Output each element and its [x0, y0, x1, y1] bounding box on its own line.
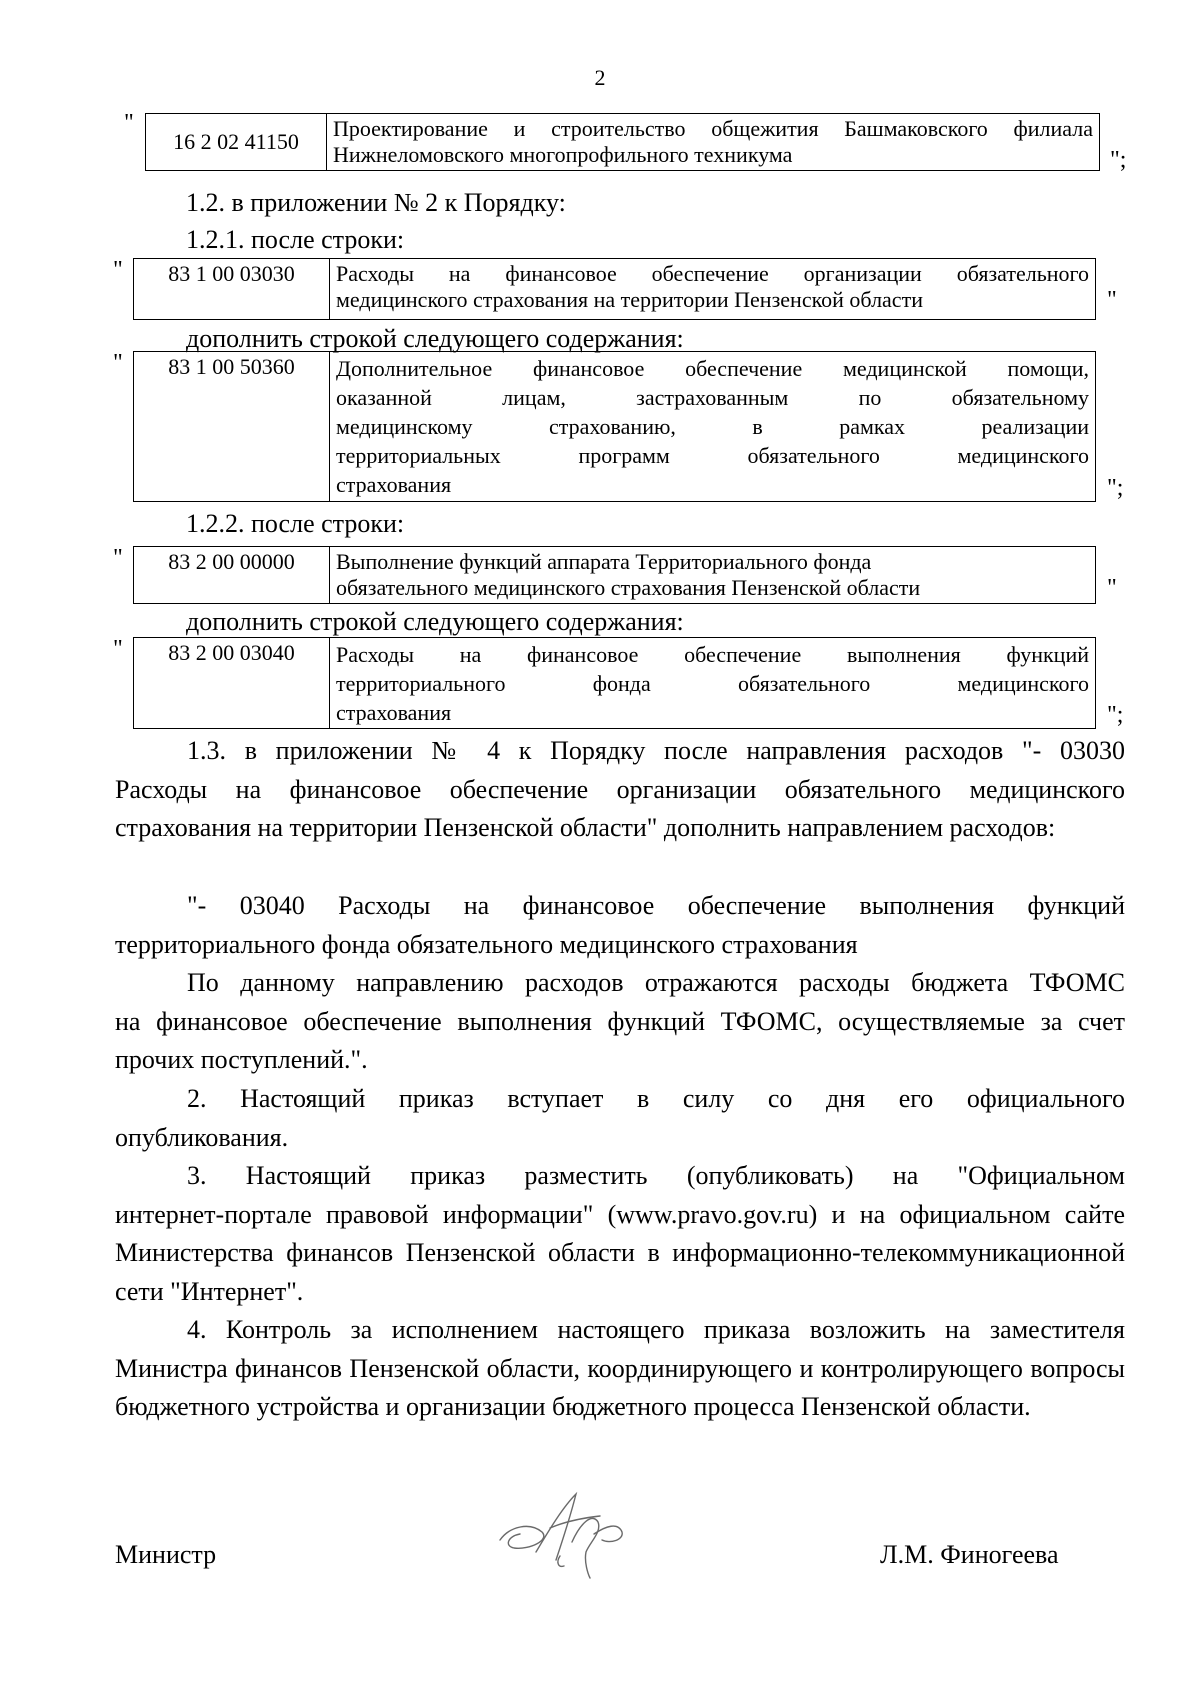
- close-quote: ";: [1107, 475, 1124, 501]
- open-quote: ": [113, 350, 123, 376]
- paragraph-first-line: 3. Настоящий приказ разместить (опубликовать) на "Официальном: [187, 1161, 1125, 1190]
- description-line: Дополнительное финансовое обеспечение медицинской помощи,: [336, 356, 1089, 381]
- paragraph-1-3: [115, 732, 1125, 848]
- description-line: медицинского страхования на территории Пензенской области: [336, 287, 923, 312]
- close-quote: ": [1107, 287, 1117, 313]
- paragraph-4: [115, 1311, 1125, 1427]
- paragraph-03040: [115, 887, 1125, 964]
- paragraph-first-line: По данному направлению расходов отражаются расходы бюджета ТФОМС: [187, 968, 1125, 997]
- budget-code-table: [145, 113, 1100, 171]
- paragraph-text: Расходы на финансовое обеспечение организации обязательного медицинского страхования на территории Пензенской области" дополнить направлением расходов:: [115, 774, 1125, 843]
- item-1-2: 1.2. в приложении № 2 к Порядку:: [186, 188, 566, 217]
- description-line: страхования: [336, 700, 452, 725]
- paragraph-3: [115, 1157, 1125, 1311]
- close-quote: ";: [1107, 702, 1124, 728]
- budget-code: 83 1 00 03030: [134, 259, 330, 320]
- open-quote: ": [124, 110, 134, 136]
- description-line: Проектирование и строительство общежития Башмаковского филиала: [333, 116, 1093, 141]
- signature-stroke: [500, 1526, 544, 1548]
- budget-code-description: [327, 114, 1100, 171]
- budget-code-description: [330, 352, 1096, 502]
- item-1-2-1: 1.2.1. после строки:: [186, 225, 405, 254]
- paragraph-2: [115, 1080, 1125, 1157]
- paragraph-text: опубликования.: [115, 1122, 289, 1152]
- paragraph-first-line: 1.3. в приложении № 4 к Порядку после направления расходов "- 03030: [187, 736, 1125, 765]
- description-line: Расходы на финансовое обеспечение организации обязательного: [336, 261, 1089, 286]
- budget-code-table: [133, 351, 1096, 502]
- description-line: территориальных программ обязательного медицинского: [336, 443, 1089, 468]
- budget-code: 83 1 00 50360: [134, 352, 330, 502]
- description-line: оказанной лицам, застрахованным по обязательному: [336, 385, 1089, 410]
- budget-code-table: [133, 258, 1096, 320]
- budget-code: 83 2 00 03040: [134, 638, 330, 729]
- description-line: обязательного медицинского страхования Пензенской области: [336, 575, 921, 600]
- paragraph-text: Министра финансов Пензенской области, координирующего и контролирующего вопросы бюджетного устройства и организации бюджетного процесса Пензенской области.: [115, 1353, 1125, 1422]
- signature-stroke: [558, 1556, 564, 1566]
- description-line: страхования: [336, 472, 452, 497]
- paragraph-first-line: 4. Контроль за исполнением настоящего приказа возложить на заместителя: [187, 1315, 1125, 1344]
- budget-code-description: [330, 547, 1096, 604]
- budget-code: 16 2 02 41150: [146, 114, 327, 171]
- open-quote: ": [113, 636, 123, 662]
- page-number: 2: [594, 65, 606, 90]
- item-1-2-2: 1.2.2. после строки:: [186, 509, 405, 538]
- paragraph-direction: [115, 964, 1125, 1080]
- description-line: территориального фонда обязательного медицинского: [336, 671, 1089, 696]
- budget-code: 83 2 00 00000: [134, 547, 330, 604]
- paragraph-text: интернет-портале правовой информации" (www.pravo.gov.ru) и на официальном сайте Министерства финансов Пензенской области в информационно-телекоммуникационной сети "Интернет".: [115, 1199, 1125, 1306]
- signature-stroke: [572, 1518, 599, 1578]
- signatory-name: Л.М. Финогеева: [880, 1540, 1059, 1569]
- close-quote: ": [1107, 575, 1117, 601]
- description-line: медицинскому страхованию, в рамках реализации: [336, 414, 1089, 439]
- budget-code-description: [330, 638, 1096, 729]
- open-quote: ": [113, 257, 123, 283]
- paragraph-text: на финансовое обеспечение выполнения функций ТФОМС, осуществляемые за счет прочих поступлений.".: [115, 1006, 1125, 1075]
- signature-stroke: [536, 1494, 576, 1560]
- handwritten-signature: [490, 1482, 640, 1582]
- budget-code-description: [330, 259, 1096, 320]
- paragraph-first-line: 2. Настоящий приказ вступает в силу со дня его официального: [187, 1084, 1125, 1113]
- signatory-position: Министр: [115, 1540, 217, 1569]
- description-line: Расходы на финансовое обеспечение выполнения функций: [336, 642, 1089, 667]
- budget-code-table: [133, 546, 1096, 604]
- budget-code-table: [133, 637, 1096, 729]
- paragraph-text: территориального фонда обязательного медицинского страхования: [115, 929, 858, 959]
- description-line: Выполнение функций аппарата Территориального фонда: [336, 549, 872, 574]
- close-quote: ";: [1110, 147, 1127, 173]
- add-row-line: дополнить строкой следующего содержания:: [186, 607, 684, 636]
- paragraph-first-line: "- 03040 Расходы на финансовое обеспечение выполнения функций: [187, 891, 1125, 920]
- add-row-line: дополнить строкой следующего содержания:: [186, 324, 684, 353]
- description-line: Нижнеломовского многопрофильного техникума: [333, 142, 793, 167]
- open-quote: ": [113, 545, 123, 571]
